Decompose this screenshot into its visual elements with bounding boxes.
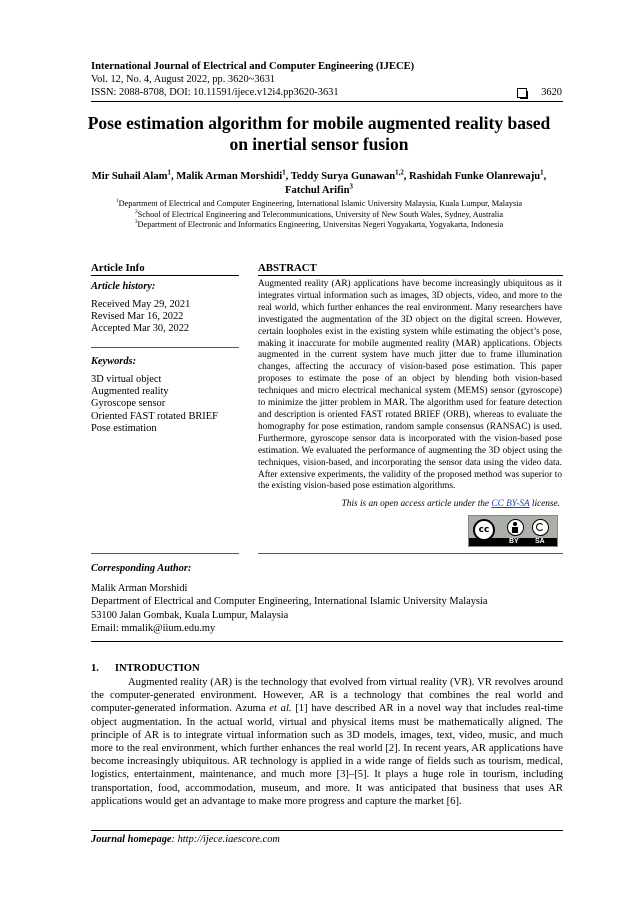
title-line-1: Pose estimation algorithm for mobile augmented reality based xyxy=(87,113,551,133)
journal-volume: Vol. 12, No. 4, August 2022, pp. 3620~3631 xyxy=(91,74,276,85)
sa-label: SA xyxy=(535,538,545,545)
author: Fatchul Arifin xyxy=(285,185,350,196)
open-access-note: This is an open access article under the CC BY-SA license. xyxy=(341,499,560,509)
corresponding-heading: Corresponding Author: xyxy=(91,563,192,574)
cc-license-badge[interactable] xyxy=(468,515,558,547)
keyword: Pose estimation xyxy=(91,422,157,434)
article-info-heading: Article Info xyxy=(91,262,145,274)
license-link[interactable]: CC BY-SA xyxy=(491,499,530,509)
introduction-paragraph: Augmented reality (AR) is the technology that evolved from virtual reality (VR). VR revolves around the computer-generated environment. However, AR is a technology that combines the real world and computer-generated information. Azuma et al. [1] have described AR in a novel way that includes real-time object augmentation. In the actual world, virtual and physical items must be mathematically aligned. The principle of AR is to integrate virtual information such as 3D models, images, text, video, music, and much more to the real environment, which further enhances the real world [2]. In recent years, AR applications have become increasingly ubiquitous. AR technology is applied in a wide range of fields such as tourism, medical, logistics, entertainment, maintenance, and much more [3]–[5]. It plays a huge role in tourism, including transportation, food, accommodation, museum, and more. It was anticipated that business that uses AR applications would get an advantage to make more progress and capture the market [6]. xyxy=(91,677,563,807)
attribution-icon xyxy=(507,519,524,536)
history-item: Received May 29, 2021 xyxy=(91,299,191,310)
author: Rashidah Funke Olanrewaju xyxy=(409,171,541,182)
author-sup: 3 xyxy=(349,183,353,191)
corresponding-address: 53100 Jalan Gombak, Kuala Lumpur, Malaysia xyxy=(91,609,289,621)
keywords-rule xyxy=(91,553,239,554)
keyword: 3D virtual object xyxy=(91,374,162,385)
keyword: Oriented FAST rotated BRIEF xyxy=(91,410,218,422)
author-sup: 1 xyxy=(167,169,171,177)
author: Mir Suhail Alam xyxy=(91,171,168,182)
abstract-text: Augmented reality (AR) applications have become increasingly ubiquitous as it integrates virtual information such as images, 3D objects, video, and more to the real world, which further enhances the real environment. Many researchers have investigated the augmentation of the 3D object on the digital screen. However, certain loopholes exist in the existing system while estimating the object’s pose, making it inaccurate for mobile augmented reality (MAR) applications. Objects augmented in the current system have much jitter due to frame illumination changes, affecting the accuracy of vision-based pose estimation. This paper proposes to estimate the pose of an object by blending both vision-based techniques and micro electrical mechanical system (MEMS) sensor (gyroscope) to minimize the jitter problem in MAR. The algorithm used for feature detection and description is oriented FAST rotated BRIEF (ORB), whereas to evaluate the homography for pose estimation, random sample consensus (RANSAC) is used. Furthermore, gyroscope sensor data is incorporated with the vision-based pose estimation. We evaluated the performance of augmenting the 3D object using the techniques, vision-based, and incorporating the sensor data using the video data. After extensive experiments, the validity of the proposed method was superior to the existing vision-based pose estimation algorithms. xyxy=(258,279,562,492)
history-rule xyxy=(91,347,239,348)
cc-icon: cc xyxy=(473,519,495,541)
article-history-heading: Article history: xyxy=(91,281,156,292)
article-history xyxy=(91,299,190,336)
journal-name: International Journal of Electrical and Computer Engineering (IJECE) xyxy=(91,61,415,72)
journal-issn: ISSN: 2088-8708, DOI: 10.11591/ijece.v12i4.pp3620-3631 xyxy=(91,87,339,98)
introduction-heading: 1. INTRODUCTION xyxy=(91,663,200,674)
corresponding-email: Email: mmalik@iium.edu.my xyxy=(91,622,216,634)
box-icon xyxy=(517,88,527,98)
affiliation: $^2$School of Electrical Engineering and Telecommunications, University of New South Wales, Sydney, Australia xyxy=(134,208,504,219)
author-sup: 1 xyxy=(282,169,286,177)
article-info-rule xyxy=(91,275,239,276)
author: Teddy Surya Gunawan xyxy=(290,171,396,182)
affiliation-list xyxy=(80,199,558,231)
corresponding-details xyxy=(91,582,487,635)
keywords-heading: Keywords: xyxy=(91,356,137,367)
abstract-bottom-rule xyxy=(258,553,563,554)
author-sup: 1,2 xyxy=(395,169,404,177)
abstract-heading: ABSTRACT xyxy=(258,262,317,274)
abstract-rule xyxy=(258,275,563,276)
title-line-2: on inertial sensor fusion xyxy=(229,134,409,154)
corresponding-name: Malik Arman Morshidi xyxy=(91,583,188,594)
keyword: Gyroscope sensor xyxy=(91,398,166,410)
author-sup: 1 xyxy=(540,169,544,177)
keywords-list xyxy=(91,374,218,435)
page-number: 3620 xyxy=(541,87,562,98)
affiliation: $^3$Department of Electronic and Informatics Engineering, Universitas Negeri Yogyakarta, Yogyakarta, Indonesia xyxy=(134,219,504,230)
history-item: Revised Mar 16, 2022 xyxy=(91,311,184,323)
header-rule xyxy=(91,101,563,102)
author: Malik Arman Morshidi xyxy=(176,171,283,182)
history-item: Accepted Mar 30, 2022 xyxy=(91,323,190,335)
keyword: Augmented reality xyxy=(91,386,169,398)
header-page xyxy=(517,87,562,98)
corresponding-dept: Department of Electrical and Computer Engineering, International Islamic University Malaysia xyxy=(91,596,488,608)
paper-title xyxy=(80,113,558,155)
affiliation: $^1$Department of Electrical and Computer Engineering, International Islamic University Malaysia, Kuala Lumpur, Malaysia xyxy=(115,198,523,208)
by-label: BY xyxy=(509,538,519,545)
share-alike-icon xyxy=(532,519,549,536)
corresponding-rule xyxy=(91,641,563,642)
journal-homepage: Journal homepage: http://ijece.iaescore.com xyxy=(91,834,280,845)
author-list: Mir Suhail Alam$^1$, Malik Arman Morshidi$^1$, Teddy Surya Gunawan$^{1,2}$, Rashidah Funke Olanrewaju$^1$, Fatchul Arifin$^3$ xyxy=(91,169,547,196)
footer-rule xyxy=(91,830,563,831)
